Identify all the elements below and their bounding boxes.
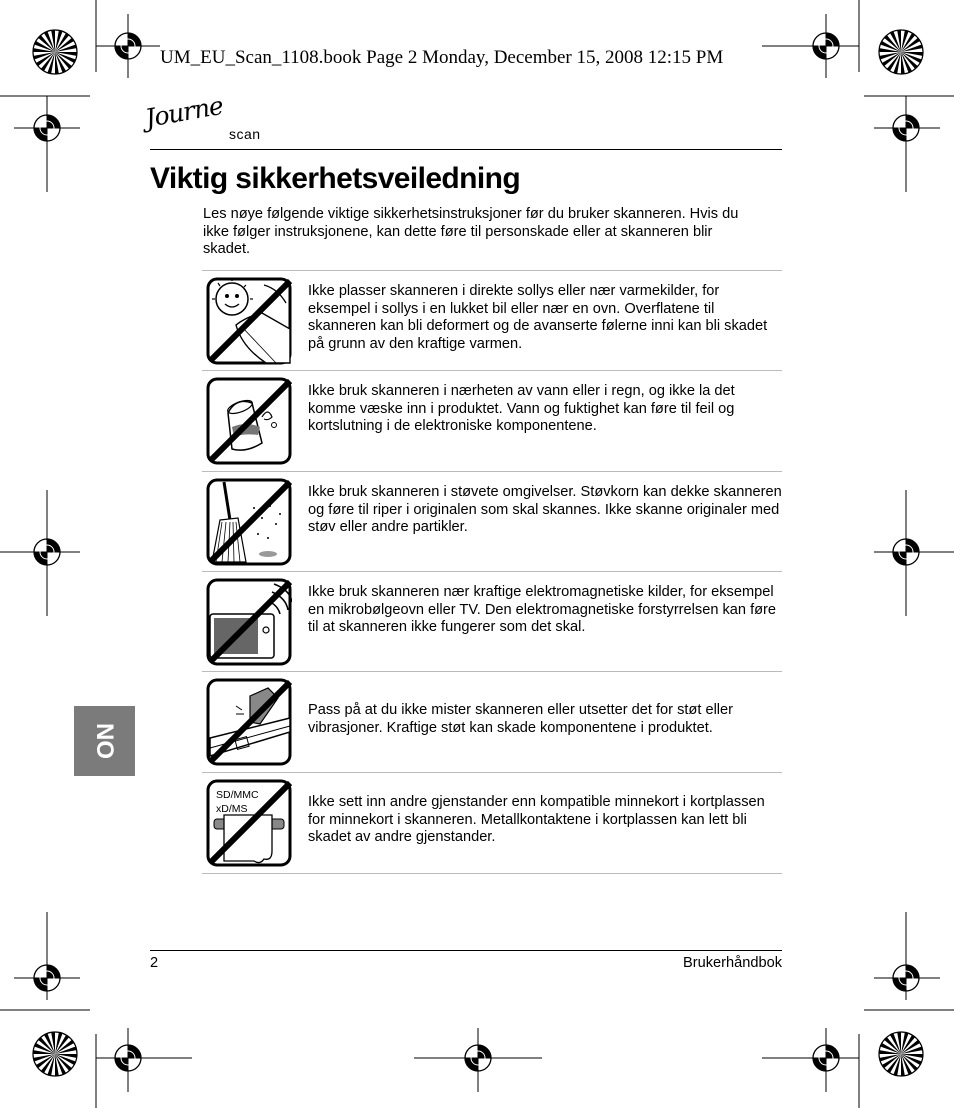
starburst-mark [33, 30, 77, 74]
intro-paragraph: Les nøye følgende viktige sikkerhetsinstruksjoner før du bruker skanneren. Hvis du ikke følger instruksjonene, kan dette føre til personskade eller at skanneren blir skadet. [203, 206, 739, 258]
no-electromagnetic-icon [206, 578, 292, 666]
page-number: 2 [150, 955, 159, 971]
print-header: UM_EU_Scan_1108.book Page 2 Monday, December 15, 2008 12:15 PM [160, 47, 724, 68]
starburst-mark [33, 1032, 77, 1076]
starburst-mark [879, 1032, 923, 1076]
journe-scan-logo [142, 90, 278, 152]
warning-text: Ikke bruk skanneren i nærheten av vann eller i regn, og ikke la det komme væske inn i produktet. Vann og fuktighet kan føre til feil og kortslutning i de elektroniske komponentene. [308, 383, 735, 435]
starburst-mark [879, 30, 923, 74]
warning-text: Ikke sett inn andre gjenstander enn kompatible minnekort i kortplassen for minnekort i skanneren. Metallkontaktene i kortplassen kan lett bli skadet av andre gjenstander. [308, 794, 765, 846]
language-tab [74, 706, 135, 776]
logo-sub: scan [229, 126, 261, 142]
card-slot-label: SD/MMC [216, 789, 259, 801]
warning-row [202, 270, 782, 371]
footer-title: Brukerhåndbok [683, 955, 782, 971]
card-slot-label: xD/MS [216, 803, 248, 815]
no-dust-icon [206, 478, 292, 566]
footer-rule [150, 950, 782, 951]
warning-row [202, 471, 782, 572]
warning-row [202, 772, 782, 874]
header-rule [150, 149, 782, 150]
no-water-icon [206, 377, 292, 465]
warning-row [202, 571, 782, 672]
warning-row [202, 370, 782, 471]
warning-text: Ikke bruk skanneren i støvete omgivelser. Støvkorn kan dekke skanneren og føre til riper i originalen som skal skannes. Ikke skanne originaler med støv eller andre partikler. [308, 484, 782, 536]
page-title: Viktig sikkerhetsveiledning [150, 162, 521, 195]
no-drop-shock-icon [206, 678, 292, 766]
no-sunlight-heat-icon [206, 277, 292, 365]
warning-text: Ikke bruk skanneren nær kraftige elektromagnetiske kilder, for eksempel en mikrobølgeovn eller TV. Den elektromagnetiske forstyrrelsen kan føre til at skanneren ikke fungerer som det skal. [308, 584, 777, 636]
warning-text: Pass på at du ikke mister skanneren eller utsetter det for støt eller vibrasjoner. Kraftige støt kan skade komponentene i produktet. [308, 702, 734, 736]
language-code: NO [91, 723, 118, 759]
warning-text: Ikke plasser skanneren i direkte sollys eller nær varmekilder, for eksempel i sollys i en lukket bil eller nær en ovn. Overflatene til skanneren kan bli deformert og de avanserte følerne inni kan bli skadet på grunn av den kraftige varmen. [308, 283, 768, 352]
logo-word: Journe [142, 90, 225, 133]
warning-row [202, 671, 782, 772]
